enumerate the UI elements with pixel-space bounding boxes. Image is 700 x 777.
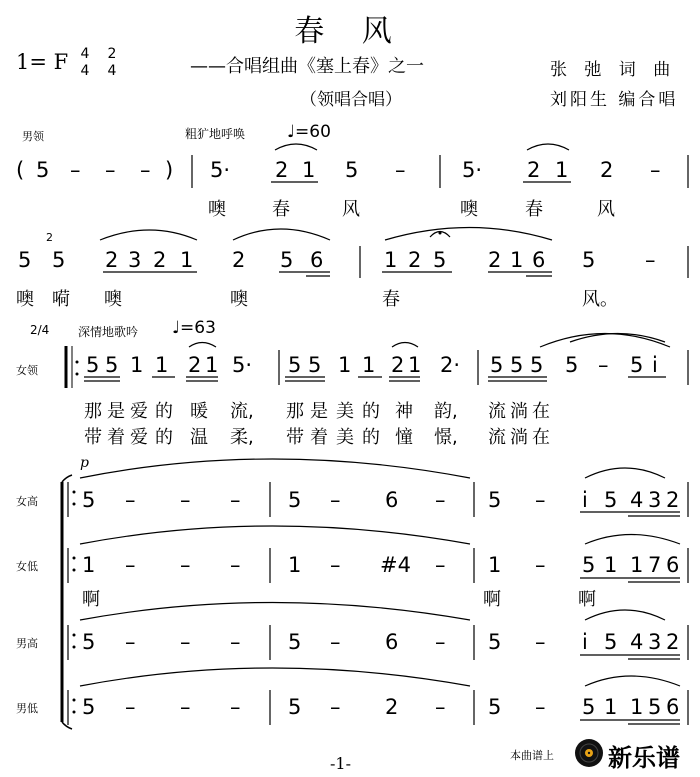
dynamic-marking: p	[80, 455, 89, 471]
vinyl-record-icon	[574, 738, 604, 772]
part-label-bass: 男低	[16, 702, 38, 715]
subtitle: ——合唱组曲《塞上春》之一	[190, 56, 424, 77]
part-label-alto: 女低	[16, 560, 38, 573]
lyricist-credit: 张 弛 词 曲	[550, 60, 677, 80]
page-number: -1-	[330, 754, 351, 773]
expression-marking-2: 深情地歌吟	[78, 325, 139, 339]
key-signature: 1= F	[16, 50, 69, 74]
part-label-female-lead: 女领	[16, 364, 38, 377]
performance-type: （领唱合唱）	[300, 90, 402, 110]
arranger-credit: 刘阳生 编合唱	[550, 90, 679, 110]
page-title: 春 风	[294, 14, 406, 49]
tempo-marking: ♩=60	[287, 122, 331, 142]
grace-note: 2	[46, 231, 53, 244]
expression-marking: 粗犷地呼唤	[185, 127, 246, 141]
part-label-tenor: 男高	[16, 637, 38, 650]
tempo-marking-2: ♩=63	[172, 318, 216, 338]
time-change: 2/4	[30, 323, 50, 337]
brand-logo-text[interactable]: 新乐谱	[608, 744, 680, 772]
source-note: 本曲谱上	[510, 749, 554, 762]
part-label-soprano: 女高	[16, 495, 38, 508]
part-label-male-lead: 男领	[22, 130, 44, 143]
